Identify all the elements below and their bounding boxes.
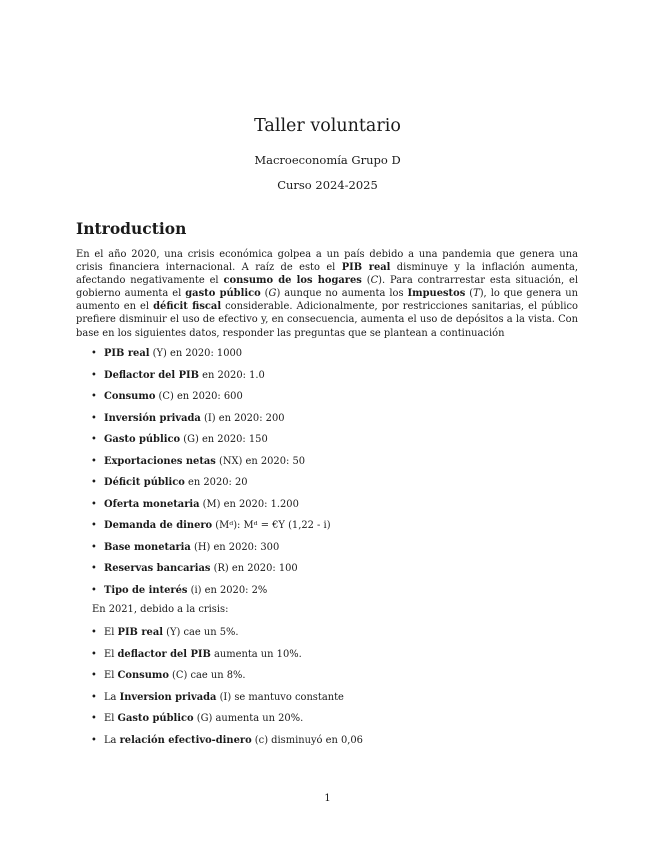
item-term: Oferta monetaria [104, 498, 200, 510]
intro-variable: T [473, 288, 480, 300]
bullet-icon: • [91, 584, 97, 596]
item-prefix: La [104, 691, 120, 703]
intro-bold-term: Impuestos [407, 288, 466, 300]
item-term: Inversion privada [119, 691, 217, 703]
bullet-icon: • [91, 369, 97, 381]
intro-variable: C [370, 275, 379, 287]
bullet-icon: • [91, 455, 97, 467]
item-term: Consumo [104, 391, 156, 402]
intro-bold-term: consumo de los hogares [223, 275, 362, 287]
item-term: Demanda de dinero [104, 520, 213, 531]
item-term: Inversión privada [104, 412, 201, 424]
section-heading: Introduction [76, 219, 187, 238]
intro-variable: G [268, 288, 277, 300]
document-course: Curso 2024-2025 [277, 178, 378, 192]
item-value: en 2020: 20 [184, 477, 248, 488]
intro-text: ) aunque no aumenta los [276, 288, 408, 300]
bullet-icon: • [91, 477, 97, 488]
bullet-icon: • [91, 734, 97, 746]
bullet-icon: • [91, 670, 97, 681]
item-value: (G) en 2020: 150 [180, 434, 268, 445]
item-term: deflactor del PIB [117, 648, 211, 660]
item-value: (i) en 2020: 2% [187, 584, 268, 596]
item-term: Deflactor del PIB [104, 369, 199, 381]
intro-text: ( [260, 288, 269, 300]
item-value: (M) en 2020: 1.200 [199, 498, 299, 510]
intro-bold-term: PIB real [341, 262, 391, 274]
item-value: (H) en 2020: 300 [190, 541, 280, 553]
bullet-icon: • [91, 691, 97, 703]
item-term: Déficit público [104, 477, 185, 488]
item-prefix: El [104, 648, 118, 660]
item-prefix: La [104, 734, 120, 746]
item-value: (I) se mantuvo constante [216, 691, 344, 703]
item-term: Reservas bancarias [104, 563, 211, 574]
item-value: (Y) cae un 5%. [162, 627, 239, 638]
item-prefix: El [104, 627, 118, 638]
item-term: Base monetaria [104, 541, 191, 553]
intro-text: ( [361, 275, 371, 287]
document-subtitle: Macroeconomía Grupo D [254, 153, 401, 167]
item-term: Gasto público [117, 713, 194, 724]
intro-bold-term: déficit fiscal [153, 301, 222, 313]
item-value: en 2020: 1.0 [199, 369, 265, 381]
intro-text: disminuye y la inflación aumenta, afectando negativamente el [76, 262, 578, 287]
bullet-icon: • [91, 648, 97, 660]
item-term: Tipo de interés [104, 584, 188, 596]
bullet-icon: • [91, 412, 97, 424]
bullet-icon: • [91, 391, 97, 402]
item-term: PIB real [117, 627, 163, 638]
item-value: (c) disminuyó en 0,06 [251, 734, 363, 746]
intro-text: considerable. Adicionalmente, por restricciones sanitarias, el público prefiere disminuir el uso de efectivo y, en consecuencia, aumenta el uso de depósitos a la vista. Con base en los siguientes datos, responder las preguntas que se plantean a continuación [76, 301, 578, 339]
intro-text: ( [465, 288, 474, 300]
bullet-icon: • [91, 498, 97, 510]
document-title: Taller voluntario [254, 116, 401, 136]
page-number: 1 [324, 793, 331, 804]
item-value: (C) en 2020: 600 [155, 391, 243, 402]
bullet-icon: • [91, 348, 97, 359]
item-value: (G) aumenta un 20%. [193, 713, 304, 724]
bullet-icon: • [91, 434, 97, 445]
item-term: Exportaciones netas [104, 455, 216, 467]
item-value: (I) en 2020: 200 [200, 412, 285, 424]
intro-bold-term: gasto público [185, 288, 261, 300]
item-value: aumenta un 10%. [210, 648, 302, 660]
transition-text: En 2021, debido a la crisis: [92, 604, 229, 615]
item-term: relación efectivo-dinero [119, 734, 252, 746]
item-value: (R) en 2020: 100 [210, 563, 298, 574]
item-prefix: El [104, 713, 118, 724]
item-value: (NX) en 2020: 50 [215, 455, 306, 467]
item-value: (Y) en 2020: 1000 [149, 348, 243, 359]
item-term: Gasto público [104, 434, 181, 445]
item-term: Consumo [117, 670, 169, 681]
intro-text: ). Para contrarrestar esta situación, el gobierno aumenta el [76, 275, 578, 300]
item-prefix: El [104, 670, 118, 681]
bullet-icon: • [91, 713, 97, 724]
bullet-icon: • [91, 541, 97, 553]
intro-paragraph [76, 248, 578, 340]
intro-text: ), lo que genera un aumento en el [76, 288, 579, 313]
item-term: PIB real [104, 348, 150, 359]
item-value: (Mᵈ): Mᵈ = €Y (1,22 - i) [212, 520, 331, 531]
bullet-icon: • [91, 563, 97, 574]
intro-text: En el año 2020, una crisis económica golpea a un país debido a una pandemia que genera una crisis financiera internacional. A raíz de esto el [76, 249, 578, 274]
bullet-icon: • [91, 520, 97, 531]
bullet-icon: • [91, 627, 97, 638]
item-value: (C) cae un 8%. [168, 670, 246, 681]
